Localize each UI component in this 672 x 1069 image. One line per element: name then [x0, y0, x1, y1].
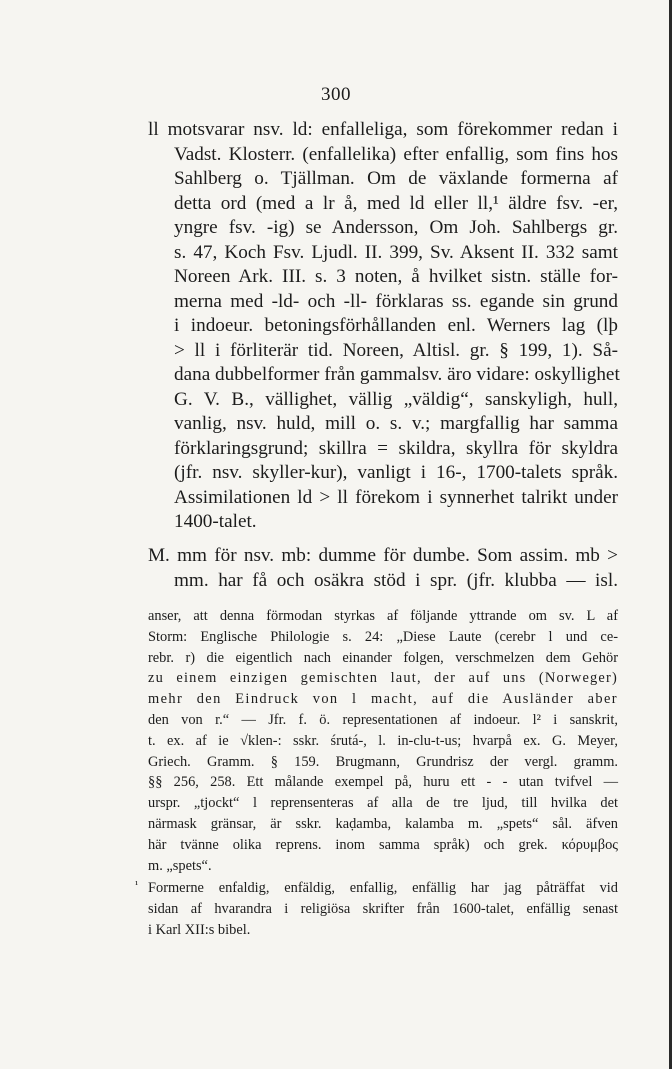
note-line: rebr. r) die eigentlich nach einander folgen, verschmelzen dem Gehör: [148, 649, 618, 666]
section-m: [148, 544, 618, 593]
footnote-line: i Karl XII:s bibel.: [148, 921, 251, 938]
text-line: s. 47, Koch Fsv. Ljudl. II. 399, Sv. Aksent II. 332 samt: [174, 241, 618, 263]
note-line: t. ex. af ie √klen-: sskr. śrutá-, l. in-clu-t-us; hvarpå ex. G. Meyer,: [148, 732, 618, 749]
main-paragraph: [148, 118, 618, 535]
text-line: yngre fsv. -ig) se Andersson, Om Joh. Sahlbergs gr.: [174, 217, 618, 238]
note-line: anser, att denna förmodan styrkas af följande yttrande om sv. L af: [148, 608, 618, 624]
text-line: 1400-talet.: [174, 511, 257, 532]
note-line: §§ 256, 258. Ett målande exempel på, huru ett - - utan tvifvel —: [148, 774, 618, 791]
note-line: Storm: Englische Philologie s. 24: „Diese Laute (cerebr l und ce-: [148, 628, 618, 645]
text-line: Noreen Ark. III. s. 3 noten, å hvilket sistn. ställe for-: [174, 266, 618, 287]
text-line: Assimilationen ld > ll förekom i synnerhet talrikt under: [174, 486, 618, 508]
note-line: Griech. Gramm. § 159. Brugmann, Grundrisz der vergl. gramm.: [148, 753, 618, 770]
note-line: närmask gränsar, är sskr. kaḍamba, kalamba m. „spets“ sål. äfven: [148, 815, 618, 832]
text-line: detta ord (med a lr å, med ld eller ll,¹ äldre fsv. -er,: [174, 192, 618, 214]
note-line: m. „spets“.: [148, 857, 212, 874]
text-line: G. V. B., vällighet, vällig „väldig“, sanskyligh, hull,: [174, 388, 618, 410]
text-line: M. mm för nsv. mb: dumme för dumbe. Som assim. mb >: [148, 545, 618, 566]
note-line: den von r.“ — Jfr. f. ö. representationen af indoeur. l² i sanskrit,: [148, 711, 618, 728]
text-line: merna med -ld- och -ll- förklaras ss. egande sin grund: [174, 290, 618, 312]
page-number: 300: [321, 84, 351, 105]
text-line: vanlig, nsv. huld, mill o. s. v.; margfallig har samma: [174, 413, 618, 434]
text-line: > ll i förliterär tid. Noreen, Altisl. gr. § 199, 1). Så-: [174, 339, 618, 361]
text-line: Sahlberg o. Tjällman. Om de växlande formerna af: [174, 168, 618, 189]
note-line: urspr. „tjockt“ l reprensenteras af alla de tre ljud, till hvilka det: [148, 795, 618, 812]
text-line: i indoeur. betoningsförhållanden enl. Werners lag (lþ: [174, 315, 618, 336]
text-line: ll motsvarar nsv. ld: enfalleliga, som förekommer redan i: [148, 119, 618, 140]
text-line: förklaringsgrund; skillra = skildra, skyllra för skyldra: [174, 437, 618, 459]
footnote-line: sidan af hvarandra i religiösa skrifter från 1600-talet, enfällig senast: [148, 900, 618, 917]
footnote-mark: ¹: [135, 879, 139, 891]
text-line: Vadst. Klosterr. (enfallelika) efter enfallig, som fins hos: [174, 143, 618, 165]
note-line: här tvänne olika reprens. inom samma språk) och grek. κόρυμβος: [148, 836, 618, 853]
note-line: mehr den Eindruck von l macht, auf die Ausländer aber: [148, 691, 618, 708]
note-line: zu einem einzigen gemischten laut, der auf uns (Norweger): [148, 670, 618, 687]
text-line: mm. har få och osäkra stöd i spr. (jfr. klubba — isl.: [174, 569, 618, 591]
text-line: (jfr. nsv. skyller-kur), vanligt i 16-, 1700-talets språk.: [174, 462, 618, 483]
footnote-1: [135, 878, 618, 940]
continued-footnote: [148, 606, 618, 876]
text-line: dana dubbelformer från gammalsv. äro vidare: oskyllighet: [174, 364, 620, 385]
footnote-line: Formerne enfaldig, enfäldig, enfallig, enfällig har jag påträffat vid: [148, 880, 618, 896]
